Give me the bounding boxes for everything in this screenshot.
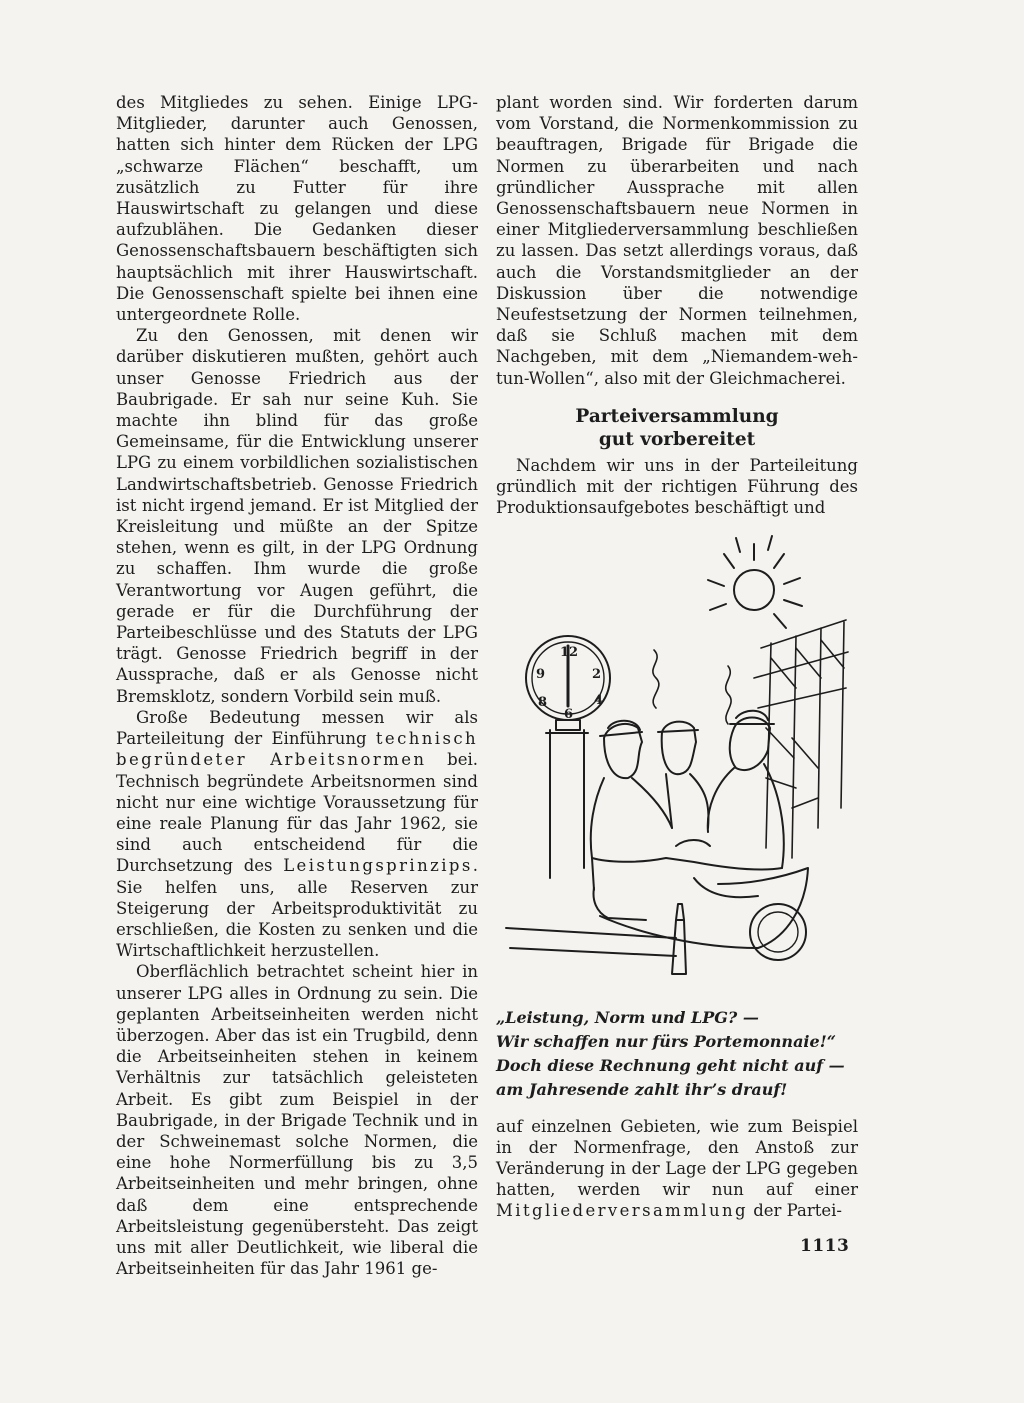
section-heading <box>496 405 858 451</box>
right-column <box>496 92 858 1222</box>
left-column <box>116 92 478 1279</box>
paragraph-7-text-b: der Partei- <box>747 1201 843 1221</box>
page-number: 1113 <box>800 1236 850 1256</box>
paragraph-3-text-c: . Sie helfen uns, alle Reserven zur Steigerung der Arbeitsproduktivität zu erschließen, die Kosten zu senken und die Wirtschaftlichkeit herzustellen. <box>116 856 478 961</box>
caption-line-2: Wir schaffen nur fürs Portemonnaie!“ <box>496 1031 836 1051</box>
paragraph-1: des Mitgliedes zu sehen. Einige LPG-Mitglieder, darunter auch Genossen, hatten sich hinter dem Rücken der LPG „schwarze Flächen“ beschafft, um zusätzlich zu Futter für ihre Hauswirtschaft zu gelangen und diese aufzublähen. Die Gedanken dieser Genossenschaftsbauern beschäftigten sich hauptsächlich mit ihrer Hauswirtschaft. Die Genossenschaft spielte bei ihnen eine untergeordnete Rolle. <box>116 93 478 325</box>
paragraph-4: Oberflächlich betrachtet scheint hier in unserer LPG alles in Ordnung zu sein. Die geplanten Arbeitseinheiten werden nicht überzogen. Aber das ist ein Trugbild, denn die Arbeitseinheiten stehen in keinem Verhältnis zur tatsächlich geleisteten Arbeit. Es gibt zum Beispiel in der Baubrigade, in der Brigade Technik und in der Schweinemast solche Normen, die eine hohe Normerfüllung bis zu 3,5 Arbeitseinheiten und mehr bringen, ohne daß dem eine entsprechende Arbeitsleistung gegenübersteht. Das zeigt uns mit aller Deutlichkeit, wie liberal die Arbeitseinheiten für das Jahr 1961 ge- <box>116 962 478 1279</box>
clock-number-6: 6 <box>564 707 574 723</box>
men-drawing <box>591 711 784 920</box>
smoke-drawing <box>653 650 731 724</box>
cartoon-caption <box>496 1006 858 1102</box>
heading-line-2: gut vorbereitet <box>598 428 756 450</box>
cartoon-illustration <box>496 528 858 994</box>
clock-number-12: 12 <box>560 645 579 661</box>
caption-line-4: am Jahresende zahlt ihr’s drauf! <box>496 1079 788 1099</box>
paragraph-6: Nachdem wir uns in der Parteileitung gründlich mit der richtigen Führung des Produktionsaufgebotes beschäftigt und <box>496 455 858 518</box>
clock-number-2: 2 <box>592 667 602 683</box>
paragraph-3-text-a: Große Bedeutung messen wir als Parteileitung der Einführung <box>116 707 478 749</box>
heading-line-1: Parteiversammlung <box>575 405 779 427</box>
emphasis-member-meeting: Mitgliederversammlung <box>496 1201 748 1221</box>
clock-number-9: 9 <box>536 667 546 683</box>
emphasis-technical-norms: technisch begründeter Arbeitsnormen <box>116 729 478 770</box>
clock-number-8: 8 <box>538 695 548 711</box>
paragraph-7 <box>496 1116 858 1222</box>
paragraph-3 <box>116 707 478 961</box>
sun-drawing <box>708 536 802 628</box>
clock-number-4: 4 <box>594 693 604 709</box>
paragraph-3-text-b: bei. Technisch begründete Arbeitsnormen sind nicht nur eine wichtige Voraussetzung für eine reale Planung für das Jahr 1962, sie sind auch entscheidend für die Durchsetzung des <box>116 750 478 876</box>
caption-line-3: Doch diese Rechnung geht nicht auf — <box>496 1055 845 1075</box>
wheelbarrow-drawing <box>506 868 808 974</box>
paragraph-5: plant worden sind. Wir forderten darum vom Vorstand, die Normenkommission zu beauftragen, Brigade für Brigade die Normen zu überarbeiten und nach gründlicher Aussprache mit allen Genossenschaftsbauern neue Normen in einer Mitgliederversammlung beschließen zu lassen. Das setzt allerdings voraus, daß auch die Vorstandsmitglieder an der Diskussion über die notwendige Neufestsetzung der Normen teilnehmen, daß sie Schluß machen mit dem Nachgeben, mit dem „Niemandem-weh-tun-Wollen“, also mit der Gleichmacherei. <box>496 93 858 388</box>
emphasis-performance-principle: Leistungsprinzips <box>283 856 473 876</box>
paragraph-7-text-a: auf einzelnen Gebieten, wie zum Beispiel in der Normenfrage, den Anstoß zur Veränderung in der Lage der LPG gegeben hatten, werden wir nun auf einer <box>496 1116 858 1200</box>
paragraph-2: Zu den Genossen, mit denen wir darüber diskutieren mußten, gehört auch unser Genosse Friedrich aus der Baubrigade. Er sah nur seine Kuh. Sie machte ihn blind für das große Gemeinsame, für die Entwicklung unserer LPG zu einem vorbildlichen sozialistischen Landwirtschaftsbetrieb. Genosse Friedrich ist nicht irgend jemand. Er ist Mitglied der Kreisleitung und müßte an der Spitze stehen, wenn es gilt, in der LPG Ordnung zu schaffen. Ihm wurde die große Verantwortung vor Augen geführt, die gerade er für die Durchführung der Parteibeschlüsse und des Statuts der LPG trägt. Genosse Friedrich begriff in der Aussprache, daß er als Genosse nicht Bremsklotz, sondern Vorbild sein muß. <box>116 326 478 706</box>
caption-line-1: „Leistung, Norm und LPG? — <box>496 1007 759 1027</box>
